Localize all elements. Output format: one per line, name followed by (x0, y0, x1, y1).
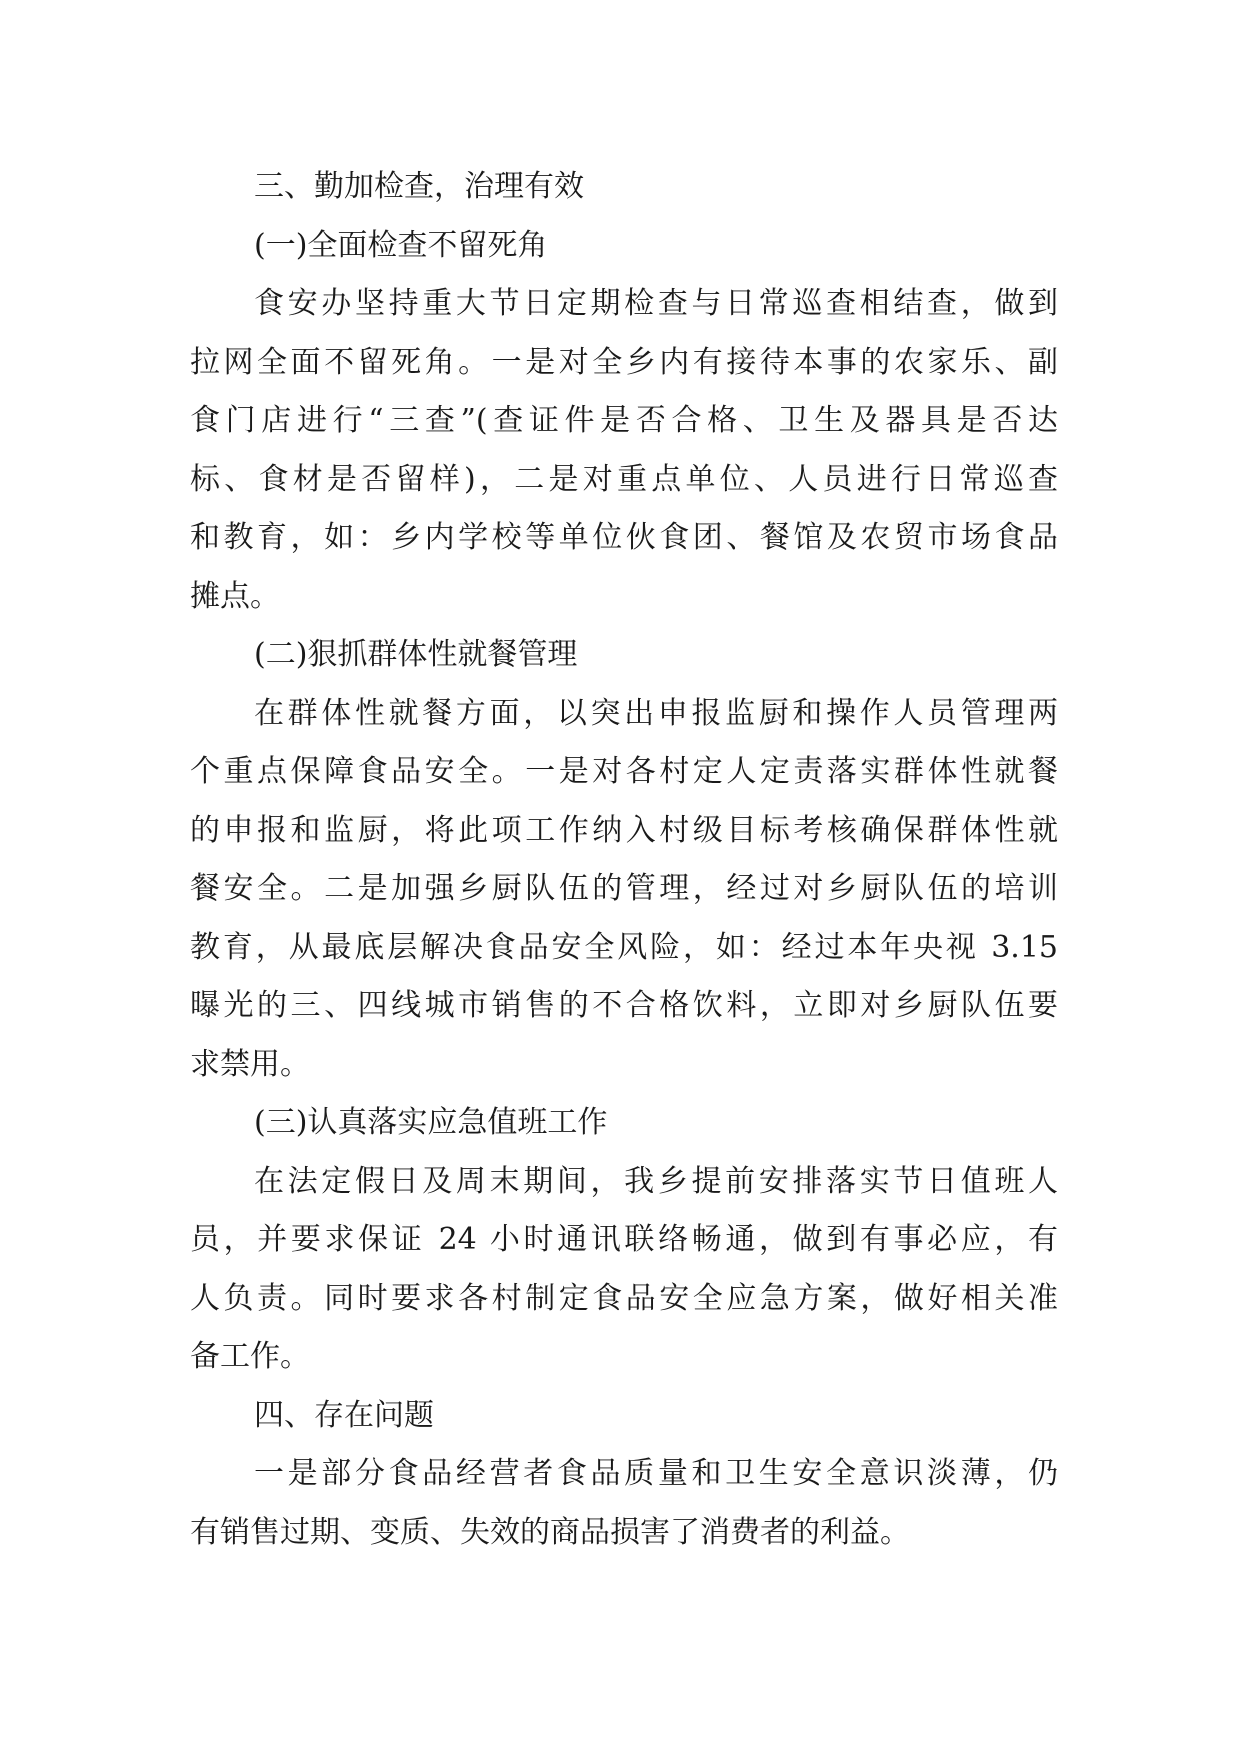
text-line: 食门店进行“三查”(查证件是否合格、卫生及器具是否达 (190, 403, 1058, 438)
text-line: 一是部分食品经营者食品质量和卫生安全意识淡薄，仍 (254, 1456, 1058, 1491)
text-line: 食安办坚持重大节日定期检查与日常巡查相结查，做到 (254, 286, 1058, 321)
text-line: 标、食材是否留样)，二是对重点单位、人员进行日常巡查 (190, 461, 1058, 497)
text-line: (三)认真落实应急值班工作 (254, 1105, 608, 1140)
document-body (190, 158, 1058, 1562)
text-line: 餐安全。二是加强乡厨队伍的管理，经过对乡厨队伍的培训 (190, 871, 1058, 906)
text-line: 曝光的三、四线城市销售的不合格饮料，立即对乡厨队伍要 (190, 988, 1058, 1023)
text-line: 摊点。 (190, 578, 280, 614)
text-line: 的申报和监厨，将此项工作纳入村级目标考核确保群体性就 (190, 812, 1058, 848)
text-line: 在法定假日及周末期间，我乡提前安排落实节日值班人 (254, 1163, 1058, 1199)
text-line: 拉网全面不留死角。一是对全乡内有接待本事的农家乐、副 (190, 344, 1058, 380)
text-line: 和教育，如：乡内学校等单位伙食团、餐馆及农贸市场食品 (190, 520, 1058, 555)
text-line: 求禁用。 (190, 1046, 310, 1082)
text-line: 人负责。同时要求各村制定食品安全应急方案，做好相关准 (190, 1280, 1058, 1316)
text-line: 教育，从最底层解决食品安全风险，如：经过本年央视 3.15 (190, 929, 1058, 965)
text-line: 备工作。 (190, 1339, 310, 1374)
text-line: 有销售过期、变质、失效的商品损害了消费者的利益。 (190, 1514, 910, 1550)
text-line: 个重点保障食品安全。一是对各村定人定责落实群体性就餐 (190, 754, 1058, 789)
text-line: (二)狠抓群体性就餐管理 (254, 637, 578, 672)
text-line: 在群体性就餐方面，以突出申报监厨和操作人员管理两 (254, 695, 1058, 731)
text-line: 四、存在问题 (254, 1397, 434, 1433)
text-line: 员，并要求保证 24 小时通讯联络畅通，做到有事必应，有 (190, 1222, 1058, 1257)
text-line: (一)全面检查不留死角 (254, 227, 548, 263)
text-line: 三、勤加检查，治理有效 (254, 169, 584, 204)
